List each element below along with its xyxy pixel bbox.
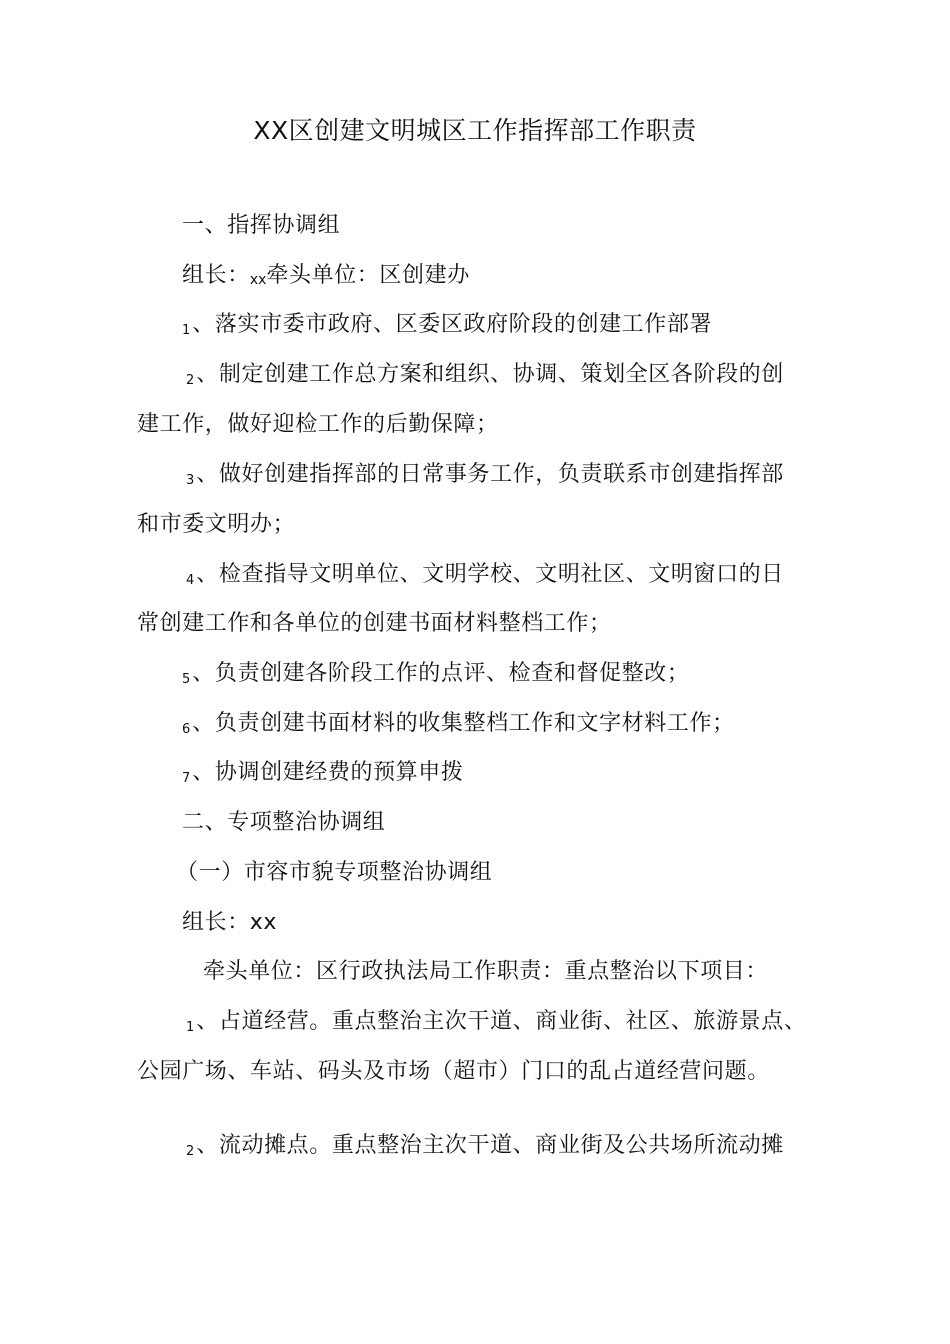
leader-label: 组长：	[182, 263, 250, 288]
item-text: 、做好创建指挥部的日常事务工作，负责联系市创建指挥部	[196, 462, 784, 487]
item-number: 2	[186, 373, 195, 388]
lead-unit: 牵头单位：区创建办	[266, 263, 470, 288]
item-text: 、占道经营。重点整治主次干道、商业街、社区、旅游景点、	[196, 1009, 807, 1034]
list-item	[182, 709, 735, 745]
list-item-continuation: 和市委文明办；	[137, 512, 296, 537]
leader-line-2: 组长：xx	[182, 910, 278, 935]
leader-name: xx	[249, 272, 267, 288]
list-item	[186, 460, 784, 496]
item-text: 、检查指导文明单位、文明学校、文明社区、文明窗口的日	[196, 562, 784, 587]
list-item	[186, 1007, 806, 1043]
list-item	[186, 360, 784, 396]
item-text: 、落实市委市政府、区委区政府阶段的创建工作部署	[192, 312, 713, 337]
document-title: XX区创建文明城区工作指挥部工作职责	[253, 116, 697, 145]
section-heading-1: 一、指挥协调组	[182, 213, 341, 238]
subsection-heading: （一）市容市貌专项整治协调组	[176, 860, 493, 885]
item-text: 、流动摊点。重点整治主次干道、商业街及公共场所流动摊	[196, 1133, 784, 1158]
list-item	[182, 310, 712, 346]
item-text: 、协调创建经费的预算申拨	[192, 760, 464, 785]
leader-line-1	[182, 261, 470, 295]
list-item	[182, 758, 463, 794]
item-text: 、负责创建各阶段工作的点评、检查和督促整改；	[192, 661, 690, 686]
list-item	[182, 659, 689, 695]
section-heading-2: 二、专项整治协调组	[182, 810, 386, 835]
item-number: 2	[186, 1144, 195, 1159]
item-text: 、制定创建工作总方案和组织、协调、策划全区各阶段的创	[196, 362, 784, 387]
list-item-continuation: 常创建工作和各单位的创建书面材料整档工作；	[137, 611, 612, 636]
list-item-continuation: 公园广场、车站、码头及市场（超市）门口的乱占道经营问题。	[137, 1059, 770, 1084]
item-number: 3	[186, 473, 195, 488]
item-number: 5	[182, 672, 191, 687]
item-text: 、负责创建书面材料的收集整档工作和文字材料工作；	[192, 711, 735, 736]
item-number: 7	[182, 771, 191, 786]
item-number: 1	[186, 1020, 195, 1035]
item-number: 4	[186, 573, 195, 588]
list-item	[186, 560, 784, 596]
lead-unit-line: 牵头单位：区行政执法局工作职责：重点整治以下项目：	[203, 959, 769, 984]
item-number: 6	[182, 722, 191, 737]
item-number: 1	[182, 323, 191, 338]
list-item	[186, 1131, 784, 1167]
list-item-continuation: 建工作，做好迎检工作的后勤保障；	[137, 412, 499, 437]
